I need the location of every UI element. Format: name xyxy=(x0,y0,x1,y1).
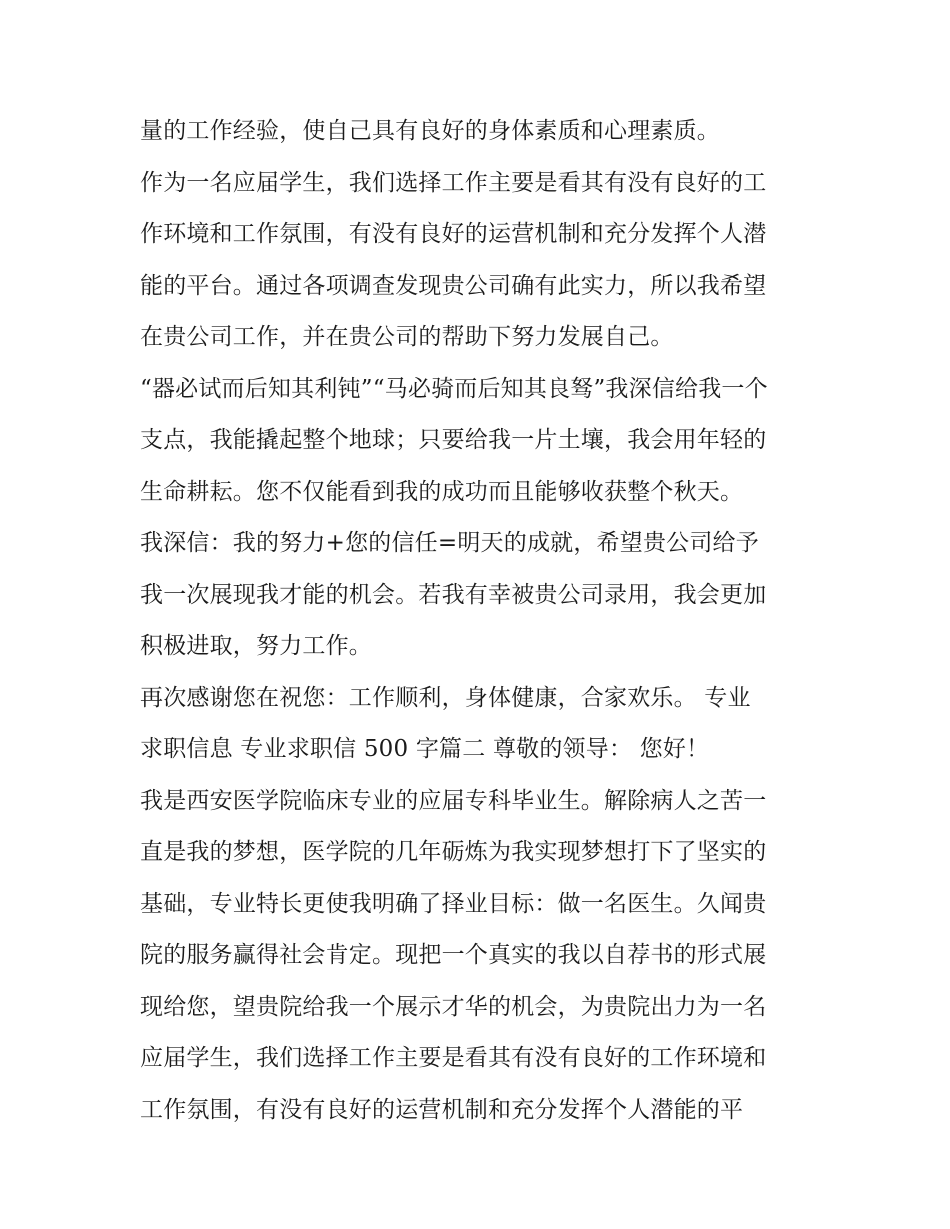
text-line: 我深信：我的努力+您的信任=明天的成就，希望贵公司给予 xyxy=(140,530,759,556)
text-line: 应届学生，我们选择工作主要是看其有没有良好的工作环境和 xyxy=(140,1045,767,1071)
text-line: 积极进取，努力工作。 xyxy=(140,633,372,659)
body-text xyxy=(140,106,830,1136)
text-line: 再次感谢您在祝您：工作顺利，身体健康，合家欢乐。 专业 xyxy=(140,684,751,711)
text-line: 支点，我能撬起整个地球；只要给我一片土壤，我会用年轻的 xyxy=(140,427,767,453)
text-line: 现给您，望贵院给我一个展示才华的机会，为贵院出力为一名 xyxy=(140,993,767,1020)
text-line: 求职信息 专业求职信 500 字篇二 尊敬的领导： 您好！ xyxy=(140,736,710,762)
text-line: 工作氛围，有没有良好的运营机制和充分发挥个人潜能的平 xyxy=(140,1096,744,1123)
text-line: 作环境和工作氛围，有没有良好的运营机制和充分发挥个人潜 xyxy=(140,221,767,247)
text-line: 能的平台。通过各项调查发现贵公司确有此实力，所以我希望 xyxy=(140,272,767,299)
text-line: 量的工作经验，使自己具有良好的身体素质和心理素质。 xyxy=(140,118,720,144)
text-line: 作为一名应届学生，我们选择工作主要是看其有没有良好的工 xyxy=(140,169,767,196)
text-line: 我是西安医学院临床专业的应届专科毕业生。解除病人之苦一 xyxy=(140,787,767,814)
text-line: 生命耕耘。您不仅能看到我的成功而且能够收获整个秋天。 xyxy=(140,478,744,505)
text-line: 在贵公司工作，并在贵公司的帮助下努力发展自己。 xyxy=(140,324,674,350)
text-line: 基础，专业特长更使我明确了择业目标：做一名医生。久闻贵 xyxy=(140,890,767,917)
text-line: “器必试而后知其利钝”“马必骑而后知其良驽”我深信给我一个 xyxy=(140,375,768,402)
text-line: 院的服务赢得社会肯定。现把一个真实的我以自荐书的形式展 xyxy=(140,942,767,968)
text-line: 我一次展现我才能的机会。若我有幸被贵公司录用，我会更加 xyxy=(140,581,767,608)
text-line: 直是我的梦想，医学院的几年砺炼为我实现梦想打下了坚实的 xyxy=(140,839,767,865)
